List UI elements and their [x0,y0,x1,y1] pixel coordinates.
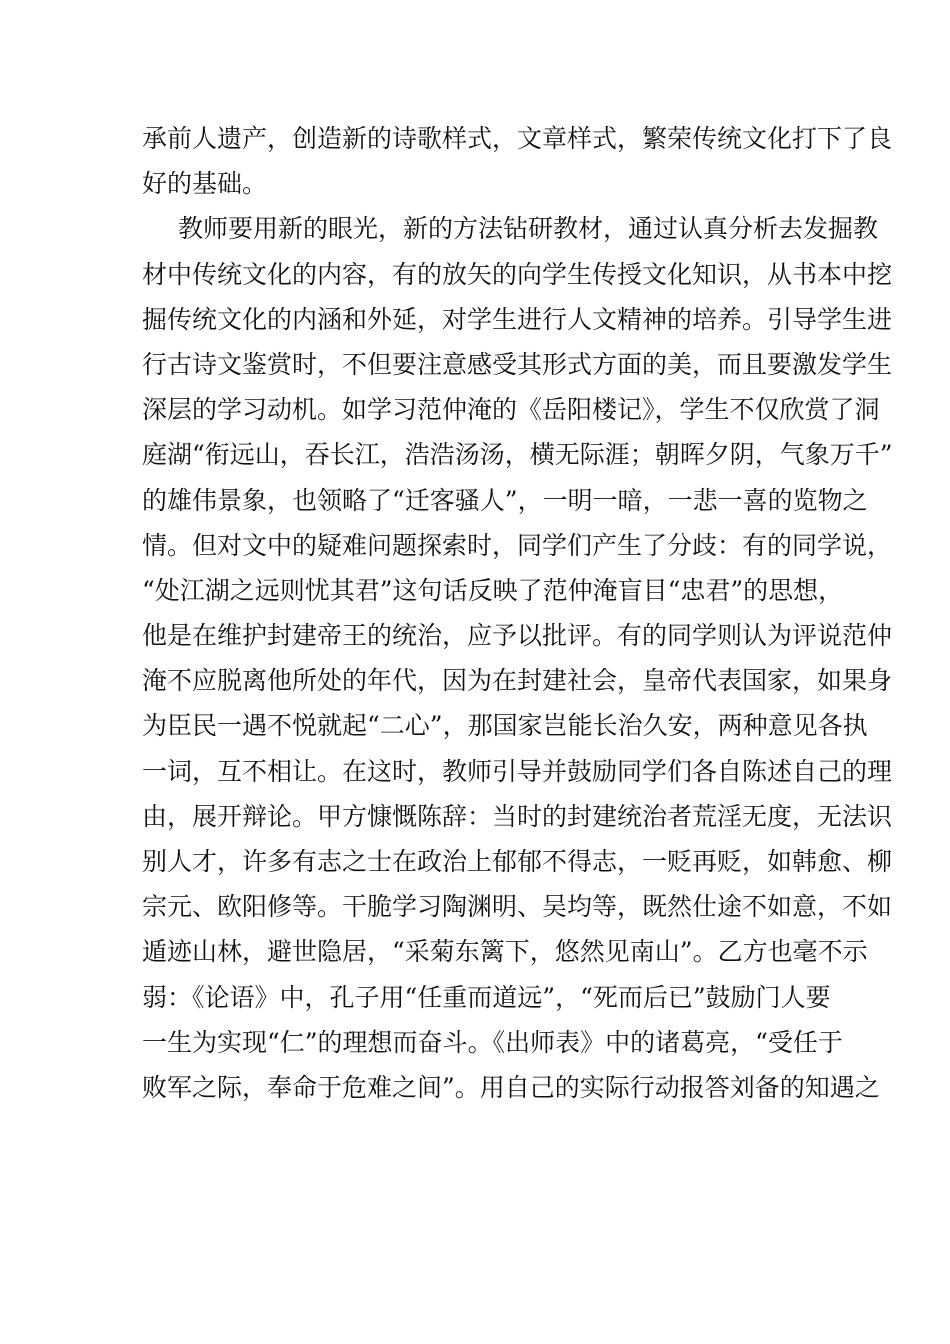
text-line: 为臣民一遇不悦就起“二心”，那国家岂能长治久安，两种意见各执 [142,711,868,741]
text-line: 淹不应脱离他所处的年代，因为在封建社会，皇帝代表国家，如果身 [142,666,893,696]
text-line: 他是在维护封建帝王的统治，应予以批评。有的同学则认为评说范仲 [142,621,893,651]
text-line: 别人才，许多有志之士在政治上郁郁不得志，一贬再贬，如韩愈、柳 [142,847,893,876]
paragraph-first-line: 教师要用新的眼光，新的方法钻研教材，通过认真分析去发掘教 [178,214,879,244]
text-line: 宗元、欧阳修等。干脆学习陶渊明、吴均等，既然仕途不如意，不如 [142,892,893,922]
document-body [142,116,893,1110]
text-line: 好的基础。 [142,169,268,199]
text-line: 由，展开辩论。甲方慷慨陈辞：当时的封建统治者荒淫无度，无法识 [142,801,893,831]
text-line: 深层的学习动机。如学习范仲淹的《岳阳楼记》，学生不仅欣赏了洞 [142,395,880,425]
text-line: 遁迹山林，避世隐居，“采菊东篱下，悠然见南山”。乙方也毫不示 [142,937,868,967]
text-line: 材中传统文化的内容，有的放矢的向学生传授文化知识，从书本中挖 [142,259,893,289]
text-line: 的雄伟景象，也领略了“迁客骚人”，一明一暗，一悲一喜的览物之 [142,485,868,515]
text-line: 败军之际，奉命于危难之间”。用自己的实际行动报答刘备的知遇之 [142,1072,880,1102]
text-line: 行古诗文鉴赏时，不但要注意感受其形式方面的美，而且要激发学生 [142,349,893,379]
text-line: 弱：《论语》中，孔子用“任重而道远”，“死而后已”鼓励门人要 [142,982,831,1012]
text-line: 情。但对文中的疑难问题探索时，同学们产生了分歧：有的同学说， [142,530,893,560]
text-line: 庭湖“衔远山，吞长江，浩浩汤汤，横无际涯；朝晖夕阴，气象万千” [142,440,893,470]
text-line: 掘传统文化的内涵和外延，对学生进行人文精神的培养。引导学生进 [142,304,893,334]
text-line: 承前人遗产，创造新的诗歌样式，文章样式，繁荣传统文化打下了良 [142,124,893,153]
text-line: 一词，互不相让。在这时，教师引导并鼓励同学们各自陈述自己的理 [142,756,893,786]
text-line: “处江湖之远则忧其君”这句话反映了范仲淹盲目“忠君”的思想， [142,575,844,605]
text-line: 一生为实现“仁”的理想而奋斗。《出师表》中的诸葛亮，“受任于 [142,1027,843,1057]
